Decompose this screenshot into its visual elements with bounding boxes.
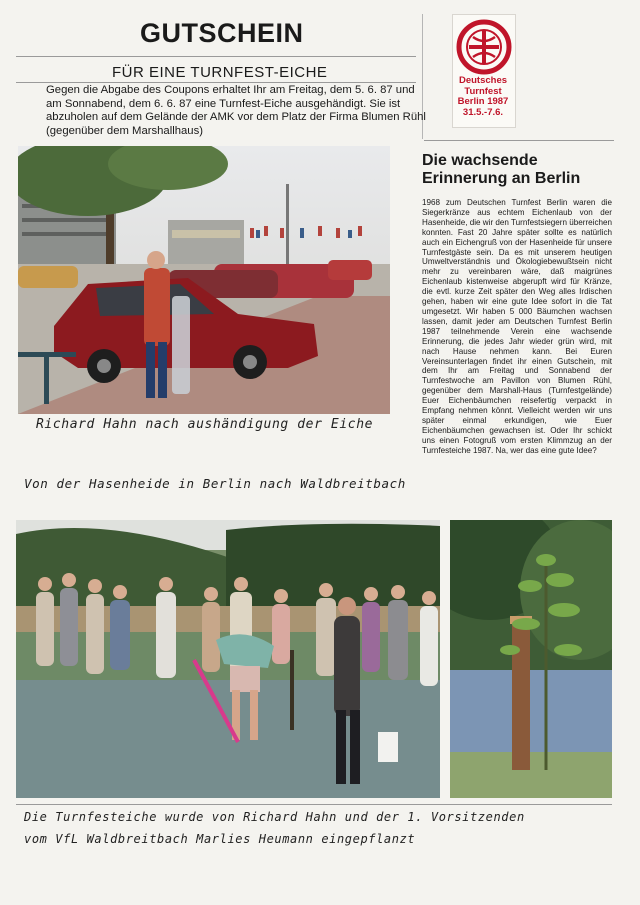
header-rule-mid [16,82,416,83]
header-rule-right [424,140,614,141]
coupon-subtitle: FÜR EINE TURNFEST-EICHE [112,64,328,81]
turnfest-emblem-icon [453,17,515,77]
bottom-rule [16,804,612,805]
photo-oak-sapling [450,520,612,798]
coupon-body: Gegen die Abgabe des Coupons erhaltet Ihr am Freitag, dem 5. 6. 87 und am Sonnabend, dem 6. 6. 87 eine Turnfest-Eiche ausgehändigt. Sie ist abzuholen auf dem Gelände der AMK vor dem Platz der Firma Blumen Rühl (gegenüber dem Marshallhaus) [46,84,426,137]
logo-text [444,76,522,118]
logo-line-1: Deutsches [458,75,508,86]
article-title-line-1: Die wachsende [422,152,538,169]
photo-richard-hahn [18,146,390,414]
caption-route: Von der Hasenheide in Berlin nach Waldbreitbach [24,476,406,491]
article-title-line-2: Erinnerung an Berlin [422,170,581,187]
coupon-title: GUTSCHEIN [140,18,304,48]
caption-photo-1: Richard Hahn nach aushändigung der Eiche [36,417,374,432]
article-body: 1968 zum Deutschen Turnfest Berlin waren die Siegerkränze aus echtem Eichenlaub von der Hasenheide, die wir den Turnfestsiegern überreichen konnten. Fast 20 Jahre später sollte es natürlich auch ein Eichengruß von der Hasenheide für unsere Turnfestgäste sein. Da es mit unserem heutigen Umweltverständnis und Ökologiebewußtsein nicht mehr zu vereinbaren wäre, daß maigrünes Eichenlaub kistenweise abgerupft wird für Kränze, die evtl. kurze Zeit später den Weg alles Irdischen gehen, haben wir eine gute Idee sofort in die Tat umgesetzt. Wir haben 5 000 Bäumchen wachsen lassen, damit jeder am Deutschen Turnfest Berlin 1987 teilnehmende Verein eine wachsende Erinnerung, die jedes Jahr wieder grün wird, mit nach Hause nehmen kann. Bei Euren Vereinsunterlagen findet ihr einen Gutschein, mit dem Ihr am Freitag und Sonnabend der Turnfestwoche am Pavillon von Blumen Rühl, gegenüber dem Marshall-Haus (Turnfestgelände) Euer Eichenbäumchen reisefertig verpackt in Empfang nehmen könnt. Vielleicht werden wir uns später einmal erkundigen, wie Euer Eichenbäumchen gewachsen ist. Oder Ihr schickt uns einen Fotogruß vom ersten Klimmzug an der Turnfesteiche 1987. Na, wer das eine gute Idee? [422,198,612,455]
logo-line-2: Turnfest [464,85,502,97]
logo-line-3: Berlin 1987 [457,96,509,107]
caption-bottom-line-2: vom VfL Waldbreitbach Marlies Heumann eingepflanzt [24,832,416,846]
caption-bottom-line-1: Die Turnfesteiche wurde von Richard Hahn und der 1. Vorsitzenden [24,810,525,824]
article-title [422,152,612,188]
photo-planting-ceremony [16,520,440,798]
header-rule-top [16,56,416,57]
logo-line-4: 31.5.-7.6. [462,106,504,118]
